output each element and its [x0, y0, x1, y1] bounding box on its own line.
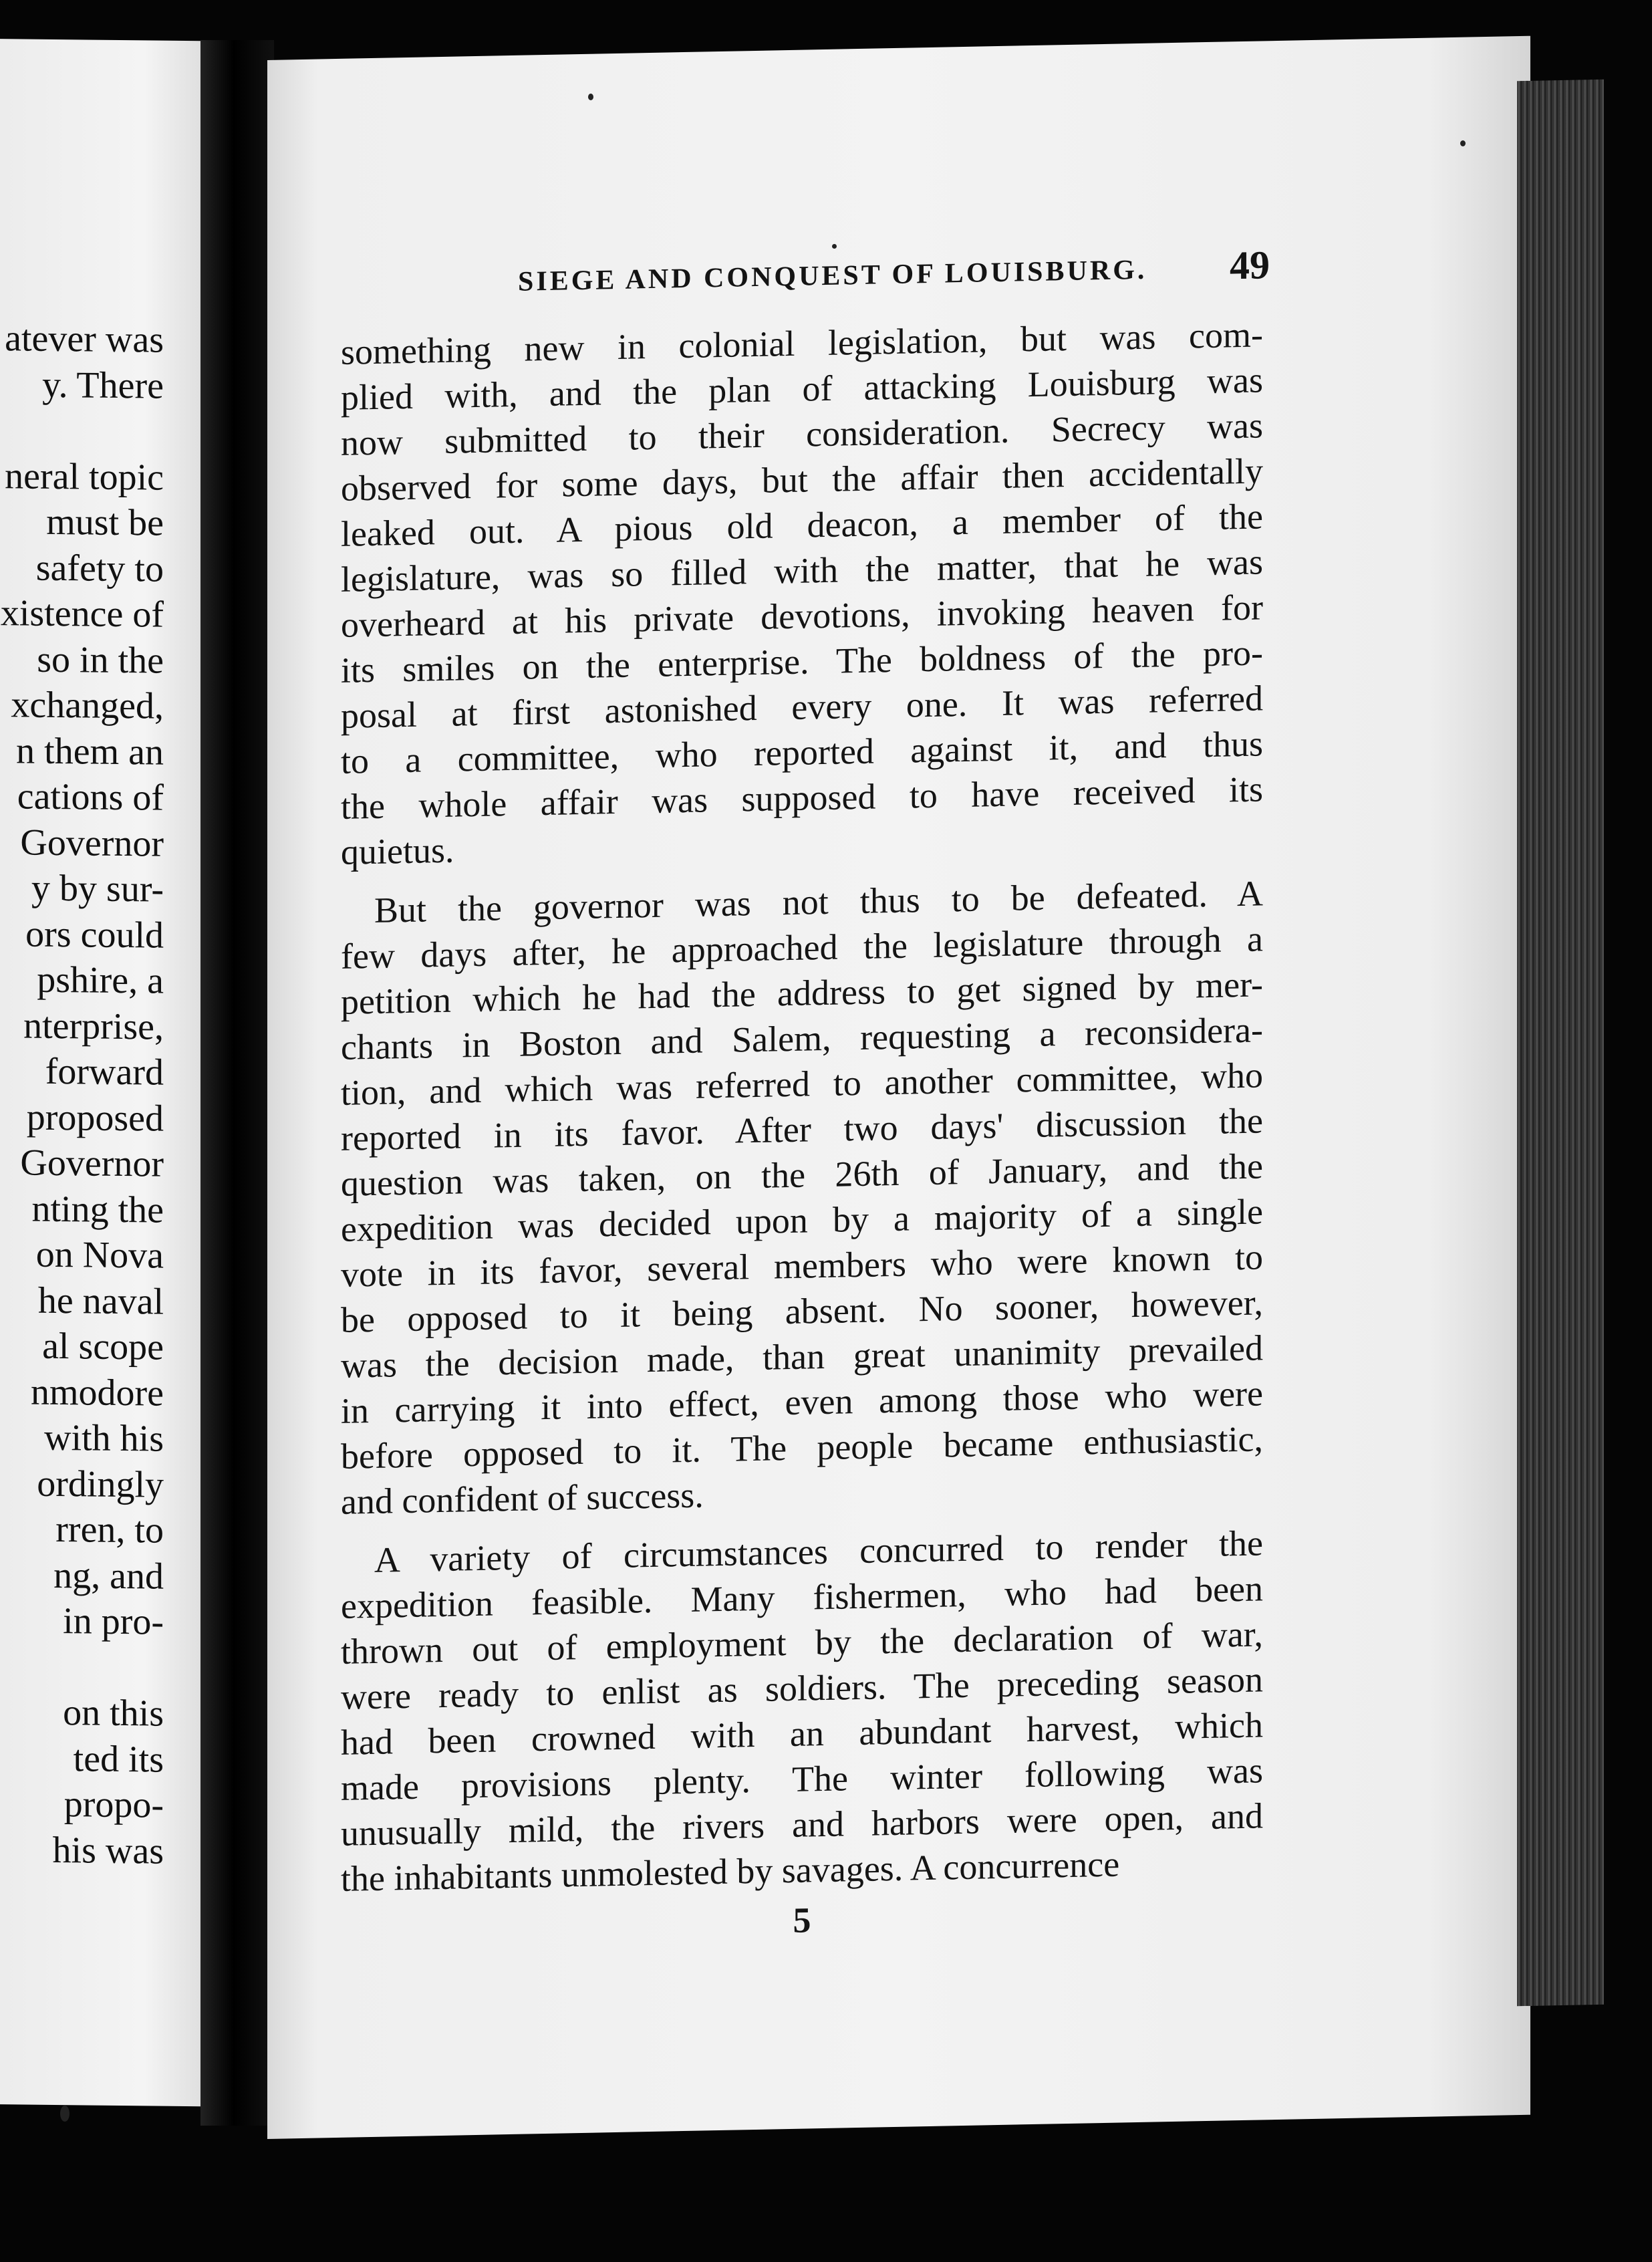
dust-speck: [832, 244, 837, 249]
text-line: the inhabitants unmolested by savages. A concurrence: [341, 1844, 1120, 1899]
left-page-line: nting the: [31, 1188, 164, 1231]
book-gutter: [200, 40, 274, 2126]
text-line: vote in its favor, several members who were known to: [341, 1237, 1263, 1295]
left-page-line: Governor: [20, 1142, 164, 1185]
text-line: its smiles on the enterprise. The boldness of the pro-: [341, 632, 1263, 690]
text-line: overheard at his private devotions, invoking heaven for: [341, 587, 1263, 645]
left-page-line: in pro-: [63, 1600, 164, 1643]
text-line: A variety of circumstances concurred to render the: [374, 1523, 1263, 1580]
text-line: legislature, was so filled with the matter, that he was: [341, 541, 1263, 600]
left-page-line: rren, to: [55, 1508, 164, 1551]
text-line: now submitted to their consideration. Secrecy was: [341, 405, 1263, 463]
text-line: chants in Boston and Salem, requesting a reconsidera-: [341, 1009, 1263, 1067]
dust-speck: [60, 2106, 70, 2122]
left-page-line: he naval: [37, 1279, 164, 1323]
left-page-line: y by sur-: [31, 867, 164, 910]
text-line: unusually mild, the rivers and harbors were open, and: [341, 1795, 1263, 1854]
text-line: But the governor was not thus to be defeated. A: [374, 873, 1263, 930]
text-line: be opposed to it being absent. No sooner, however,: [341, 1282, 1263, 1340]
paragraph: [341, 1520, 1263, 1901]
text-line: made provisions plenty. The winter following was: [341, 1750, 1263, 1808]
text-line: question was taken, on the 26th of January, and the: [341, 1146, 1263, 1204]
left-page-line: atever was: [5, 318, 164, 361]
dust-speck: [588, 94, 593, 100]
left-page-line: al scope: [42, 1325, 164, 1368]
body-paragraphs: [341, 311, 1263, 1901]
text-line: plied with, and the plan of attacking Louisburg was: [341, 360, 1263, 418]
text-line: in carrying it into effect, even among those who were: [341, 1373, 1263, 1431]
text-line: was the decision made, than great unanimity prevailed: [341, 1328, 1263, 1386]
text-line: observed for some days, but the affair then accidentally: [341, 451, 1263, 509]
text-line: reported in its favor. After two days' discussion the: [341, 1100, 1263, 1158]
left-page-line: ted its: [73, 1737, 164, 1781]
left-page-line: with his: [44, 1416, 164, 1460]
text-line: expedition was decided upon by a majority of a single: [341, 1191, 1263, 1249]
left-page-line: cations of: [17, 775, 164, 819]
text-line: and confident of success.: [341, 1475, 704, 1522]
text-line: before opposed to it. The people became enthusiastic,: [341, 1418, 1263, 1477]
text-line: thrown out of employment by the declaration of war,: [341, 1614, 1263, 1672]
left-page-line: on this: [63, 1692, 164, 1735]
text-line: something new in colonial legislation, but was com-: [341, 314, 1263, 372]
left-page-line: xistence of: [0, 592, 164, 636]
signature-mark: 5: [793, 1900, 811, 1940]
left-page-line: nterprise,: [23, 1004, 164, 1048]
text-line: posal at first astonished every one. It was referred: [341, 678, 1263, 736]
left-page-line: must be: [46, 501, 164, 544]
left-page-line: propo-: [63, 1783, 164, 1826]
right-page: [267, 36, 1530, 2139]
text-line: leaked out. A pious old deacon, a member of the: [341, 496, 1263, 554]
text-line: expedition feasible. Many fishermen, who had been: [341, 1568, 1263, 1626]
left-page-line: ors could: [25, 913, 164, 957]
left-page-line: ordingly: [37, 1463, 164, 1506]
text-line: the whole affair was supposed to have received its: [341, 769, 1263, 827]
paragraph: [341, 311, 1263, 874]
left-page-line: y. There: [42, 364, 164, 407]
left-page-line: proposed: [26, 1096, 164, 1140]
left-page-line: safety to: [35, 547, 164, 590]
left-page-line: n them an: [16, 729, 164, 773]
text-line: had been crowned with an abundant harvest, which: [341, 1705, 1263, 1763]
dust-speck: [1460, 140, 1466, 146]
text-line: were ready to enlist as soldiers. The preceding season: [341, 1659, 1263, 1717]
text-line: to a committee, who reported against it, and thus: [341, 723, 1263, 781]
running-head-title: SIEGE AND CONQUEST OF LOUISBURG.: [518, 254, 1147, 297]
left-page-line: his was: [52, 1829, 164, 1872]
left-page-line: Governor: [20, 821, 164, 865]
page-text-block: [341, 243, 1270, 1949]
left-page-line: so in the: [37, 638, 164, 682]
left-page-line: neral topic: [5, 455, 164, 499]
page-number: 49: [1230, 243, 1270, 288]
left-page-line: on Nova: [35, 1233, 164, 1277]
text-line: few days after, he approached the legislature through a: [341, 918, 1263, 977]
left-page-line: ng, and: [53, 1554, 164, 1598]
left-page-line: forward: [45, 1050, 164, 1094]
text-line: tion, and which was referred to another committee, who: [341, 1055, 1263, 1113]
text-line: quietus.: [341, 830, 454, 872]
text-line: petition which he had the address to get signed by mer-: [341, 964, 1263, 1022]
page-edge-stack: [1517, 80, 1604, 2006]
paragraph: [341, 870, 1263, 1524]
left-page-line: xchanged,: [11, 684, 164, 727]
left-page-line: pshire, a: [37, 959, 164, 1002]
left-page-line: nmodore: [30, 1371, 164, 1414]
